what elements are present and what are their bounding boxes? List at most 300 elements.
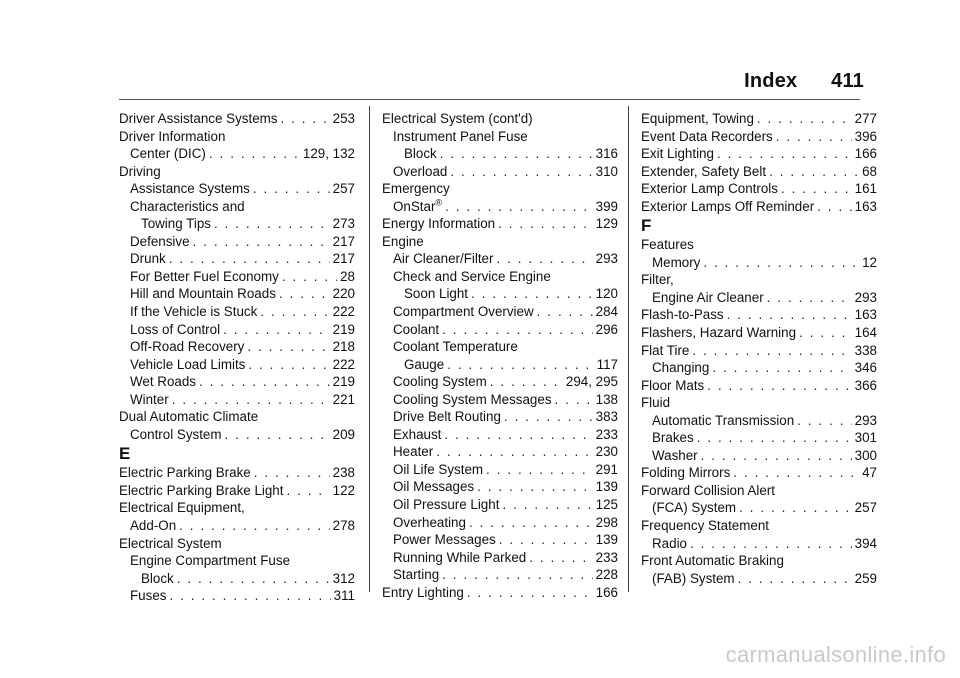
entry-page-ref: 161 <box>854 181 877 197</box>
entry-term <box>393 250 493 268</box>
dot-leader <box>225 426 330 444</box>
dot-leader <box>502 496 592 514</box>
entry-term-text: Cooling System <box>393 374 487 390</box>
entry-term-text: Assistance Systems <box>130 181 250 197</box>
entry-term <box>130 233 190 251</box>
entry-page-ref: 278 <box>332 518 355 534</box>
index-entry <box>641 377 877 395</box>
entry-term-text: Changing <box>652 360 710 376</box>
entry-term-text: Features <box>641 237 694 253</box>
index-column-1 <box>119 110 355 605</box>
page-header <box>744 70 864 93</box>
entry-term <box>652 535 687 553</box>
section-letter: E <box>119 444 131 464</box>
entry-term-text: If the Vehicle is Stuck <box>130 304 258 320</box>
dot-leader <box>697 429 852 447</box>
dot-leader <box>467 584 593 602</box>
entry-term-text: Entry Lighting <box>382 584 464 600</box>
index-entry <box>641 482 877 500</box>
index-entry <box>641 198 877 216</box>
entry-page-ref: 129 <box>595 216 618 232</box>
page-title: Index <box>744 70 798 92</box>
entry-page-ref: 125 <box>595 497 618 513</box>
entry-term-text: Electric Parking Brake Light <box>119 482 284 498</box>
entry-page-ref: 218 <box>332 339 355 355</box>
entry-page-ref: 222 <box>332 304 355 320</box>
index-entry <box>641 359 877 377</box>
entry-term <box>393 198 442 216</box>
entry-term-text: Coolant <box>393 321 440 337</box>
entry-term-text: Starting <box>393 567 440 583</box>
index-entry <box>382 338 618 356</box>
entry-page-ref: 273 <box>332 216 355 232</box>
entry-term-text: Center (DIC) <box>130 146 206 162</box>
entry-term <box>641 128 773 146</box>
dot-leader <box>282 268 337 286</box>
dot-leader <box>279 285 330 303</box>
dot-leader <box>504 408 593 426</box>
entry-term-text: Towing Tips <box>141 216 211 232</box>
entry-term-text: Drive Belt Routing <box>393 409 501 425</box>
dot-leader <box>193 233 330 251</box>
entry-term-text: Loss of Control <box>130 321 221 337</box>
dot-leader <box>701 447 852 465</box>
entry-page-ref: 129, 132 <box>302 146 355 162</box>
dot-leader <box>692 342 851 360</box>
dot-leader <box>260 303 329 321</box>
index-entry <box>641 394 877 412</box>
dot-leader <box>223 321 330 339</box>
index-entry <box>641 464 877 482</box>
index-entry <box>641 570 877 588</box>
entry-term <box>652 499 736 517</box>
entry-term-text: Cooling System Messages <box>393 391 552 407</box>
dot-leader <box>169 587 330 605</box>
index-entry <box>382 198 618 216</box>
entry-page-ref: 217 <box>332 251 355 267</box>
entry-term <box>382 584 464 602</box>
entry-term-text: Extender, Safety Belt <box>641 163 767 179</box>
entry-term-text: Overheating <box>393 514 466 530</box>
entry-term-text: Driver Assistance Systems <box>119 111 278 126</box>
dot-leader <box>817 198 852 216</box>
entry-page-ref: 293 <box>854 289 877 305</box>
entry-term <box>641 145 714 163</box>
entry-term <box>641 464 730 482</box>
entry-page-ref: 238 <box>332 465 355 481</box>
index-entry <box>641 254 877 272</box>
index-entry <box>119 552 355 570</box>
entry-term-text: Exterior Lamp Controls <box>641 181 778 197</box>
entry-term-text: Driver Information <box>119 128 226 144</box>
index-entry <box>119 268 355 286</box>
index-entry <box>382 478 618 496</box>
entry-page-ref: 293 <box>854 412 877 428</box>
page-number: 411 <box>831 70 864 92</box>
index-entry <box>119 499 355 517</box>
entry-term-text: Flat Tire <box>641 342 690 358</box>
index-entry <box>119 482 355 500</box>
index-entry <box>119 198 355 216</box>
entry-term <box>641 324 796 342</box>
entry-term <box>130 250 166 268</box>
entry-term-text: Floor Mats <box>641 377 705 393</box>
entry-term-text: Compartment Overview <box>393 304 534 320</box>
entry-term <box>119 499 245 517</box>
entry-term-text: Coolant Temperature <box>393 339 518 355</box>
entry-term <box>652 447 698 465</box>
entry-term-text: Frequency Statement <box>641 518 770 534</box>
entry-term-text: Engine Compartment Fuse <box>130 553 291 569</box>
column-divider <box>628 106 629 592</box>
dot-leader <box>471 285 593 303</box>
entry-page-ref: 301 <box>854 430 877 446</box>
dot-leader <box>486 461 593 479</box>
entry-page-ref: 217 <box>332 233 355 249</box>
entry-page-ref: 221 <box>332 391 355 407</box>
entry-term <box>641 394 670 412</box>
index-entry <box>641 145 877 163</box>
index-column-2 <box>382 110 618 601</box>
entry-term-text: Engine <box>382 233 424 249</box>
index-entry <box>641 535 877 553</box>
entry-term-text: Engine Air Cleaner <box>652 289 764 305</box>
entry-page-ref: 163 <box>854 307 877 323</box>
entry-term <box>641 236 694 254</box>
index-entry <box>119 356 355 374</box>
entry-term-text: Wet Roads <box>130 374 196 390</box>
registered-mark: ® <box>435 197 443 208</box>
entry-term-text: Winter <box>130 391 169 407</box>
entry-term <box>130 180 250 198</box>
entry-term <box>130 587 166 605</box>
index-entry <box>382 303 618 321</box>
entry-page-ref: 28 <box>340 268 355 284</box>
entry-page-ref: 139 <box>595 532 618 548</box>
index-entry <box>119 535 355 553</box>
entry-page-ref: 257 <box>854 500 877 516</box>
entry-term-text: Electrical System <box>119 535 222 551</box>
entry-term-text: Block <box>404 146 437 162</box>
entry-term-text: Electrical Equipment, <box>119 500 245 516</box>
entry-term-text: Oil Messages <box>393 479 475 495</box>
dot-leader <box>209 145 300 163</box>
entry-page-ref: 399 <box>595 198 618 214</box>
entry-term <box>141 570 174 588</box>
entry-term <box>652 429 694 447</box>
entry-term <box>382 233 424 251</box>
entry-term-text: Fuses <box>130 588 167 604</box>
index-entry <box>382 233 618 251</box>
entry-term <box>393 549 526 567</box>
entry-term <box>119 464 251 482</box>
entry-term-text: Oil Pressure Light <box>393 497 500 513</box>
dot-leader <box>769 163 859 181</box>
entry-term-text: Heater <box>393 444 434 460</box>
entry-term <box>393 426 441 444</box>
entry-term-text: Radio <box>652 535 687 551</box>
dot-leader <box>776 128 852 146</box>
entry-term-text: Front Automatic Braking <box>641 553 784 569</box>
watermark: carmanualsonline.info <box>725 642 946 667</box>
entry-term <box>141 215 211 233</box>
entry-term <box>130 145 206 163</box>
entry-term-text: Exterior Lamps Off Reminder <box>641 198 815 214</box>
entry-term-text: Electrical System (cont'd) <box>382 111 533 126</box>
entry-term-text: Add-On <box>130 518 177 534</box>
dot-leader <box>757 110 852 128</box>
entry-page-ref: 300 <box>854 447 877 463</box>
index-entry <box>119 128 355 146</box>
entry-term-text: Flash-to-Pass <box>641 307 724 323</box>
entry-term-text: (FCA) System <box>652 500 737 516</box>
dot-leader <box>767 289 852 307</box>
dot-leader <box>797 412 852 430</box>
index-entry <box>382 268 618 286</box>
entry-term-text: Dual Automatic Climate <box>119 409 259 425</box>
entry-term <box>130 268 279 286</box>
column-divider <box>369 106 370 592</box>
dot-leader <box>738 570 852 588</box>
entry-term <box>393 303 534 321</box>
entry-term <box>641 198 814 216</box>
dot-leader <box>248 356 329 374</box>
entry-term <box>404 356 444 374</box>
entry-page-ref: 228 <box>595 567 618 583</box>
dot-leader <box>442 321 593 339</box>
entry-page-ref: 230 <box>595 444 618 460</box>
index-entry <box>119 391 355 409</box>
entry-term <box>404 285 468 303</box>
dot-leader <box>490 373 563 391</box>
entry-term <box>393 408 501 426</box>
entry-term <box>119 128 225 146</box>
entry-term-text: Drunk <box>130 251 166 267</box>
dot-leader <box>469 514 593 532</box>
entry-term <box>393 461 483 479</box>
header-rule <box>119 99 860 100</box>
entry-term <box>130 303 257 321</box>
index-entry <box>119 233 355 251</box>
index-entry <box>382 356 618 374</box>
entry-term <box>641 552 784 570</box>
entry-page-ref: 233 <box>595 426 618 442</box>
entry-term <box>382 215 495 233</box>
index-entry <box>382 215 618 233</box>
dot-leader <box>254 464 330 482</box>
entry-term <box>393 373 487 391</box>
entry-page-ref: 220 <box>332 286 355 302</box>
dot-leader <box>177 570 330 588</box>
dot-leader <box>477 478 593 496</box>
entry-term <box>130 373 196 391</box>
dot-leader <box>498 215 593 233</box>
dot-leader <box>690 535 852 553</box>
dot-leader <box>703 254 859 272</box>
section-letter: F <box>641 216 652 236</box>
index-entry <box>382 496 618 514</box>
entry-term-text: Flashers, Hazard Warning <box>641 325 797 341</box>
entry-term <box>119 163 161 181</box>
dot-leader <box>733 464 859 482</box>
entry-page-ref: 394 <box>854 535 877 551</box>
dot-leader <box>436 443 592 461</box>
entry-term <box>393 514 466 532</box>
entry-term-text: Energy Information <box>382 216 496 232</box>
entry-term <box>119 110 278 128</box>
entry-term-text: Exhaust <box>393 426 442 442</box>
entry-term-text: Vehicle Load Limits <box>130 356 246 372</box>
entry-term <box>393 531 496 549</box>
entry-page-ref: 219 <box>332 321 355 337</box>
dot-leader <box>179 517 330 535</box>
entry-term-text: Memory <box>652 254 701 270</box>
entry-term <box>130 338 244 356</box>
index-entry <box>382 180 618 198</box>
entry-page-ref: 291 <box>595 461 618 477</box>
entry-term <box>641 342 689 360</box>
entry-term-text: For Better Fuel Economy <box>130 268 279 284</box>
entry-page-ref: 166 <box>595 584 618 600</box>
index-entry <box>382 426 618 444</box>
entry-page-ref: 311 <box>333 588 355 604</box>
index-entry <box>641 271 877 289</box>
entry-page-ref: 294, 295 <box>565 374 618 390</box>
index-entry <box>382 461 618 479</box>
dot-leader <box>172 391 330 409</box>
entry-term <box>393 391 552 409</box>
entry-term-text: Power Messages <box>393 532 496 548</box>
entry-term-text: Running While Parked <box>393 549 527 565</box>
entry-term-text: Washer <box>652 447 698 463</box>
index-entry <box>119 587 355 605</box>
index-entry <box>119 321 355 339</box>
dot-leader <box>499 531 593 549</box>
entry-term <box>130 391 169 409</box>
index-entry <box>641 447 877 465</box>
entry-term <box>652 254 700 272</box>
index-entry <box>119 215 355 233</box>
index-entry <box>382 549 618 567</box>
entry-term-text: Hill and Mountain Roads <box>130 286 276 302</box>
entry-term <box>652 289 764 307</box>
entry-page-ref: 253 <box>332 111 355 126</box>
dot-leader <box>253 180 330 198</box>
entry-term-text: Gauge <box>404 356 445 372</box>
entry-page-ref: 312 <box>332 570 355 586</box>
index-entry <box>119 285 355 303</box>
entry-term <box>641 377 704 395</box>
entry-term-text: Automatic Transmission <box>652 412 795 428</box>
entry-term-text: Characteristics and <box>130 198 245 214</box>
index-entry <box>382 321 618 339</box>
entry-term-text: Folding Mirrors <box>641 465 731 481</box>
entry-page-ref: 233 <box>595 549 618 565</box>
index-entry <box>119 303 355 321</box>
index-entry <box>382 250 618 268</box>
index-entry <box>641 128 877 146</box>
index-entry <box>641 429 877 447</box>
entry-term <box>393 321 439 339</box>
dot-leader <box>450 163 592 181</box>
entry-page-ref: 222 <box>332 356 355 372</box>
entry-term-text: Driving <box>119 163 161 179</box>
entry-term <box>393 163 447 181</box>
entry-term <box>130 552 290 570</box>
index-entry <box>119 570 355 588</box>
dot-leader <box>781 180 852 198</box>
entry-page-ref: 257 <box>332 181 355 197</box>
dot-leader <box>727 306 852 324</box>
entry-term <box>652 570 735 588</box>
dot-leader <box>445 198 593 216</box>
index-entry <box>382 566 618 584</box>
dot-leader <box>214 215 330 233</box>
entry-term <box>130 426 222 444</box>
entry-term-text: Event Data Recorders <box>641 128 773 144</box>
entry-term <box>130 198 245 216</box>
entry-term-text: Instrument Panel Fuse <box>393 128 528 144</box>
entry-page-ref: 138 <box>595 391 618 407</box>
entry-page-ref: 346 <box>854 360 877 376</box>
dot-leader <box>707 377 851 395</box>
entry-term-text: Fluid <box>641 395 671 411</box>
index-entry <box>119 338 355 356</box>
entry-term-text: Overload <box>393 163 448 179</box>
entry-page-ref: 117 <box>596 356 618 372</box>
entry-page-ref: 284 <box>595 304 618 320</box>
index-entry <box>119 408 355 426</box>
dot-leader <box>739 499 852 517</box>
dot-leader <box>717 145 852 163</box>
entry-page-ref: 310 <box>595 163 618 179</box>
entry-page-ref: 396 <box>854 128 877 144</box>
entry-term <box>393 268 551 286</box>
entry-term <box>641 271 674 289</box>
entry-term <box>641 110 754 128</box>
entry-term <box>641 163 766 181</box>
index-entry <box>641 163 877 181</box>
entry-term-text: Exit Lighting <box>641 146 714 162</box>
index-entry <box>119 180 355 198</box>
dot-leader <box>442 566 593 584</box>
entry-page-ref: 12 <box>862 254 877 270</box>
index-entry <box>382 443 618 461</box>
entry-term-text: Defensive <box>130 233 190 249</box>
index-entry <box>119 110 355 128</box>
index-entry <box>641 236 877 254</box>
index-column-3 <box>641 110 877 587</box>
dot-leader <box>444 426 592 444</box>
index-entry <box>382 531 618 549</box>
dot-leader <box>799 324 852 342</box>
entry-term <box>641 180 778 198</box>
index-entry <box>382 128 618 146</box>
index-entry <box>641 412 877 430</box>
entry-term <box>119 482 283 500</box>
index-entry <box>641 306 877 324</box>
entry-term <box>393 566 439 584</box>
entry-page-ref: 366 <box>854 377 877 393</box>
index-entry <box>119 464 355 482</box>
entry-page-ref: 68 <box>862 163 877 179</box>
entry-term-text: (FAB) System <box>652 570 735 586</box>
index-entry <box>119 517 355 535</box>
dot-leader <box>247 338 329 356</box>
entry-term <box>652 412 794 430</box>
dot-leader <box>447 356 593 374</box>
entry-page-ref: 298 <box>595 514 618 530</box>
